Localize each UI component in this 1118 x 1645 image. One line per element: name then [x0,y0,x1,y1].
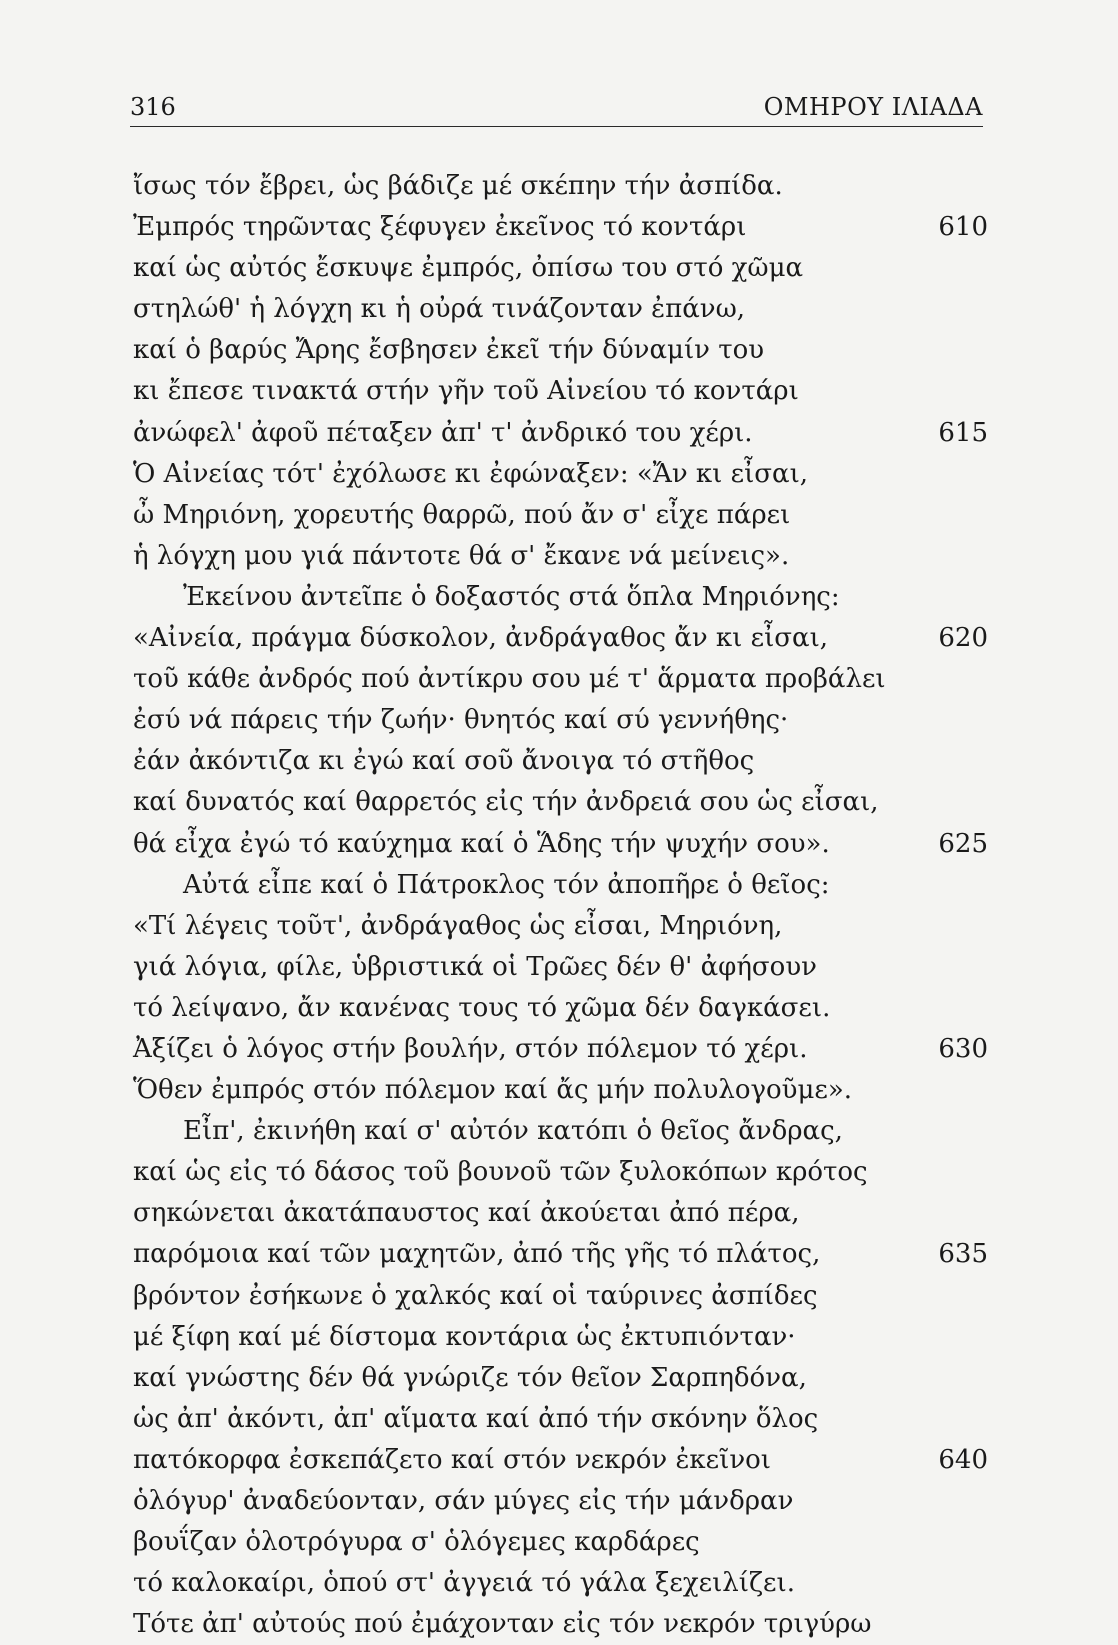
verse-line [133,1522,988,1563]
running-title: ΟΜΗΡΟΥ ΙΛΙΑΔΑ [763,93,983,121]
verse-line [133,413,988,454]
verse-line [133,371,988,412]
verse-text: καί δυνατός καί θαρρετός εἰς τήν ἀνδρειά σου ὡς εἶσαι, [133,787,879,818]
verse-text: ἀνώφελ' ἀφοῦ πέταξεν ἀπ' τ' ἀνδρικό του χέρι. [133,417,753,448]
verse-line [133,782,988,823]
verse-line [133,289,988,330]
verse-text: καί ὁ βαρύς Ἄρης ἔσβησεν ἐκεῖ τήν δύναμίν του [133,335,765,366]
verse-line [133,865,988,906]
verse-line [133,906,988,947]
verse-text: στηλώθ' ἡ λόγχη κι ἡ οὐρά τινάζονταν ἐπάνω, [133,294,746,325]
verse-number: 610 [938,212,988,243]
page-header [130,92,983,127]
verse-text: Ἐμπρός τηρῶντας ξέφυγεν ἐκεῖνος τό κοντάρι [133,212,747,243]
verse-number: 620 [938,623,988,654]
verse-line [133,454,988,495]
verse-line [133,1029,988,1070]
verse-line [133,207,988,248]
verse-line [133,1358,988,1399]
verse-text: καί ὡς εἰς τό δάσος τοῦ βουνοῦ τῶν ξυλοκόπων κρότος [133,1157,868,1188]
verse-line [133,1563,988,1604]
verse-text: ἐσύ νά πάρεις τήν ζωήν· θνητός καί σύ γεννήθης· [133,705,789,736]
verse-line [133,618,988,659]
verse-line [133,1276,988,1317]
verse-line [133,495,988,536]
verse-line [133,1604,988,1645]
verse-text: Αὐτά εἶπε καί ὁ Πάτροκλος τόν ἀποπῆρε ὁ θεῖος: [183,869,830,900]
verse-text: Ἀξίζει ὁ λόγος στήν βουλήν, στόν πόλεμον τό χέρι. [133,1033,808,1064]
verse-text: καί γνώστης δέν θά γνώριζε τόν θεῖον Σαρπηδόνα, [133,1362,807,1393]
verse-line [133,1070,988,1111]
verse-text: ὁλόγυρ' ἀναδεύονταν, σάν μύγες εἰς τήν μάνδραν [133,1486,794,1516]
verse-line [133,1440,988,1481]
verse-number: 630 [938,1033,988,1064]
verse-text: βουΐζαν ὁλοτρόγυρα σ' ὁλόγεμες καρδάρες [133,1527,700,1558]
verse-text: παρόμοια καί τῶν μαχητῶν, ἀπό τῆς γῆς τό πλάτος, [133,1239,821,1270]
verse-text: ἐάν ἀκόντιζα κι ἐγώ καί σοῦ ἄνοιγα τό στῆθος [133,746,755,777]
verse-text: τό λείψανο, ἄν κανένας τους τό χῶμα δέν δαγκάσει. [133,992,831,1023]
verse-line [133,1481,988,1522]
verse-text: ἡ λόγχη μου γιά πάντοτε θά σ' ἔκανε νά μείνεις». [133,540,790,571]
verse-line [133,1193,988,1234]
verse-line [133,248,988,289]
verse-text: θά εἶχα ἐγώ τό καύχημα καί ὁ Ἅδης τήν ψυχήν σου». [133,828,830,859]
verse-line [133,577,988,618]
verse-line [133,536,988,577]
verse-line [133,166,988,207]
verse-text: γιά λόγια, φίλε, ὑβριστικά οἱ Τρῶες δέν θ' ἀφήσουν [133,951,817,982]
verse-line [133,1152,988,1193]
verse-number: 635 [938,1239,988,1270]
verse-text: ὦ Μηριόνη, χορευτής θαρρῶ, πού ἄν σ' εἶχε πάρει [133,499,791,530]
verse-text: καί ὡς αὐτός ἔσκυψε ἐμπρός, ὀπίσω του στό χῶμα [133,253,804,284]
verse-text: πατόκορφα ἐσκεπάζετο καί στόν νεκρόν ἐκεῖνοι [133,1444,772,1475]
verse-line [133,1111,988,1152]
verse-text: κι ἔπεσε τινακτά στήν γῆν τοῦ Αἰνείου τό κοντάρι [133,376,799,407]
verse-line [133,741,988,782]
verse-line [133,1399,988,1440]
verse-line [133,700,988,741]
verse-text: Ὅθεν ἐμπρός στόν πόλεμον καί ἄς μήν πολυλογοῦμε». [133,1075,853,1106]
verse-text: τό καλοκαίρι, ὁπού στ' ἀγγειά τό γάλα ξεχειλίζει. [133,1568,795,1599]
verse-text: σηκώνεται ἀκατάπαυστος καί ἀκούεται ἀπό πέρα, [133,1198,800,1229]
verse-number: 615 [938,417,988,448]
page-number: 316 [130,93,176,121]
verse-text-block [133,166,988,1645]
verse-line [133,824,988,865]
verse-text: Τότε ἀπ' αὐτούς πού ἐμάχονταν εἰς τόν νεκρόν τριγύρω [133,1609,872,1640]
verse-text: Ἐκείνου ἀντεῖπε ὁ δοξαστός στά ὅπλα Μηριόνης: [183,581,840,612]
verse-text: ὡς ἀπ' ἀκόντι, ἀπ' αἵματα καί ἀπό τήν σκόνην ὅλος [133,1403,819,1434]
verse-line [133,330,988,371]
verse-text: «Αἰνεία, πράγμα δύσκολον, ἀνδράγαθος ἄν κι εἶσαι, [133,623,829,654]
verse-number: 625 [938,828,988,859]
verse-line [133,988,988,1029]
verse-line [133,659,988,700]
verse-line [133,947,988,988]
verse-text: τοῦ κάθε ἀνδρός πού ἀντίκρυ σου μέ τ' ἅρματα προβάλει [133,664,886,695]
verse-text: ἴσως τόν ἔβρει, ὡς βάδιζε μέ σκέπην τήν ἀσπίδα. [133,171,783,201]
verse-text: Ὁ Αἰνείας τότ' ἐχόλωσε κι ἐφώναξεν: «Ἄν κι εἶσαι, [133,458,809,489]
verse-line [133,1317,988,1358]
verse-number: 640 [938,1444,988,1475]
verse-text: βρόντον ἐσήκωνε ὁ χαλκός καί οἱ ταύρινες ἀσπίδες [133,1280,818,1311]
verse-text: Εἶπ', ἐκινήθη καί σ' αὐτόν κατόπι ὁ θεῖος ἄνδρας, [183,1116,843,1147]
verse-text: «Τί λέγεις τοῦτ', ἀνδράγαθος ὡς εἶσαι, Μηριόνη, [133,910,783,941]
verse-text: μέ ξίφη καί μέ δίστομα κοντάρια ὡς ἐκτυπιόνταν· [133,1321,796,1352]
verse-line [133,1234,988,1275]
